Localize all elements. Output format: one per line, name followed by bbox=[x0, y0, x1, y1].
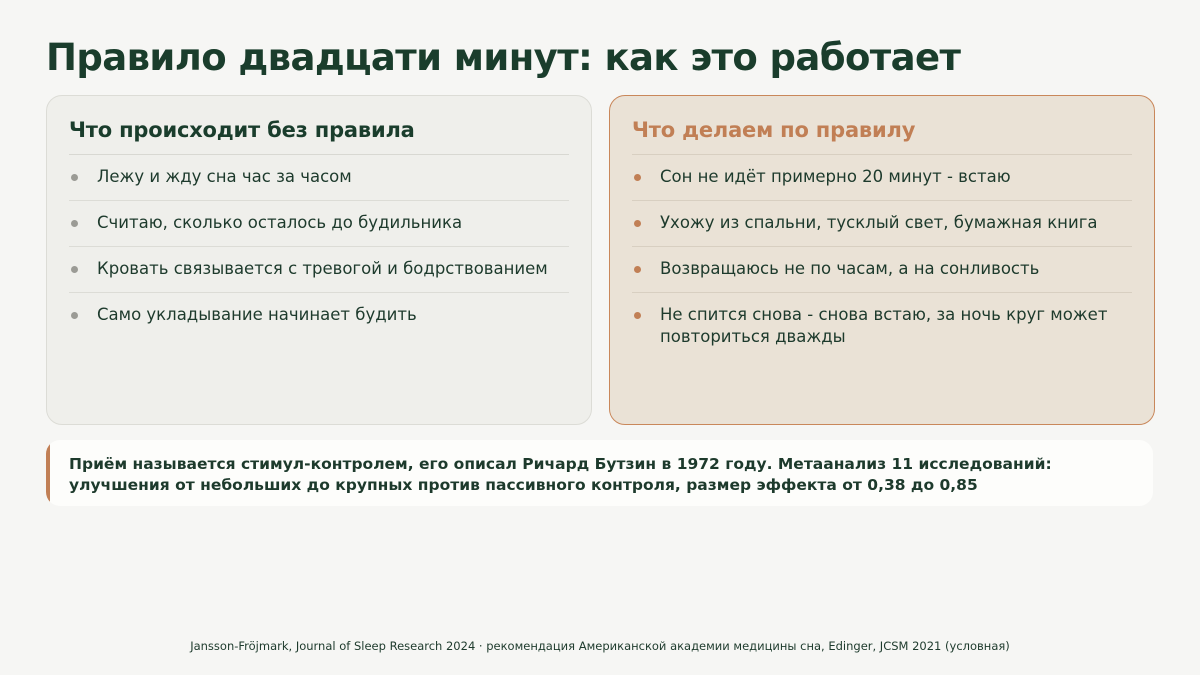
bullet-icon bbox=[634, 174, 641, 181]
list-item bbox=[69, 155, 569, 201]
with-rule-card bbox=[609, 95, 1155, 425]
list-item bbox=[69, 293, 569, 338]
with-rule-list bbox=[632, 155, 1132, 360]
page-title: Правило двадцати минут: как это работает bbox=[46, 36, 961, 79]
bullet-icon bbox=[634, 220, 641, 227]
list-item bbox=[69, 247, 569, 293]
list-item-text: Не спится снова - снова встаю, за ночь круг может повториться дважды bbox=[660, 305, 1108, 346]
list-item bbox=[632, 247, 1132, 293]
with-rule-card-title: Что делаем по правилу bbox=[632, 118, 1132, 155]
list-item bbox=[632, 155, 1132, 201]
bullet-icon bbox=[71, 312, 78, 319]
source-footnote: Jansson-Fröjmark, Journal of Sleep Research 2024 · рекомендация Американской академии медицины сна, Edinger, JCSM 2021 (условная) bbox=[190, 639, 1010, 653]
list-item-text: Лежу и жду сна час за часом bbox=[97, 167, 352, 186]
note-text: Приём называется стимул-контролем, его описал Ричард Бутзин в 1972 году. Метаанализ 11 исследований: улучшения от небольших до крупных против пассивного контроля, размер эффекта от 0,38 до 0,85 bbox=[69, 455, 1052, 494]
list-item-text: Ухожу из спальни, тусклый свет, бумажная книга bbox=[660, 213, 1098, 232]
without-rule-list bbox=[69, 155, 569, 338]
bullet-icon bbox=[71, 220, 78, 227]
bullet-icon bbox=[71, 266, 78, 273]
without-rule-card bbox=[46, 95, 592, 425]
bullet-icon bbox=[634, 266, 641, 273]
list-item-text: Само укладывание начинает будить bbox=[97, 305, 417, 324]
bullet-icon bbox=[634, 312, 641, 319]
info-note bbox=[46, 440, 1153, 506]
list-item-text: Возвращаюсь не по часам, а на сонливость bbox=[660, 259, 1040, 278]
without-rule-card-title: Что происходит без правила bbox=[69, 118, 569, 155]
list-item bbox=[632, 293, 1132, 360]
list-item-text: Кровать связывается с тревогой и бодрствованием bbox=[97, 259, 548, 278]
list-item-text: Сон не идёт примерно 20 минут - встаю bbox=[660, 167, 1011, 186]
list-item-text: Считаю, сколько осталось до будильника bbox=[97, 213, 463, 232]
list-item bbox=[69, 201, 569, 247]
bullet-icon bbox=[71, 174, 78, 181]
list-item bbox=[632, 201, 1132, 247]
note-accent-bar bbox=[46, 440, 50, 506]
